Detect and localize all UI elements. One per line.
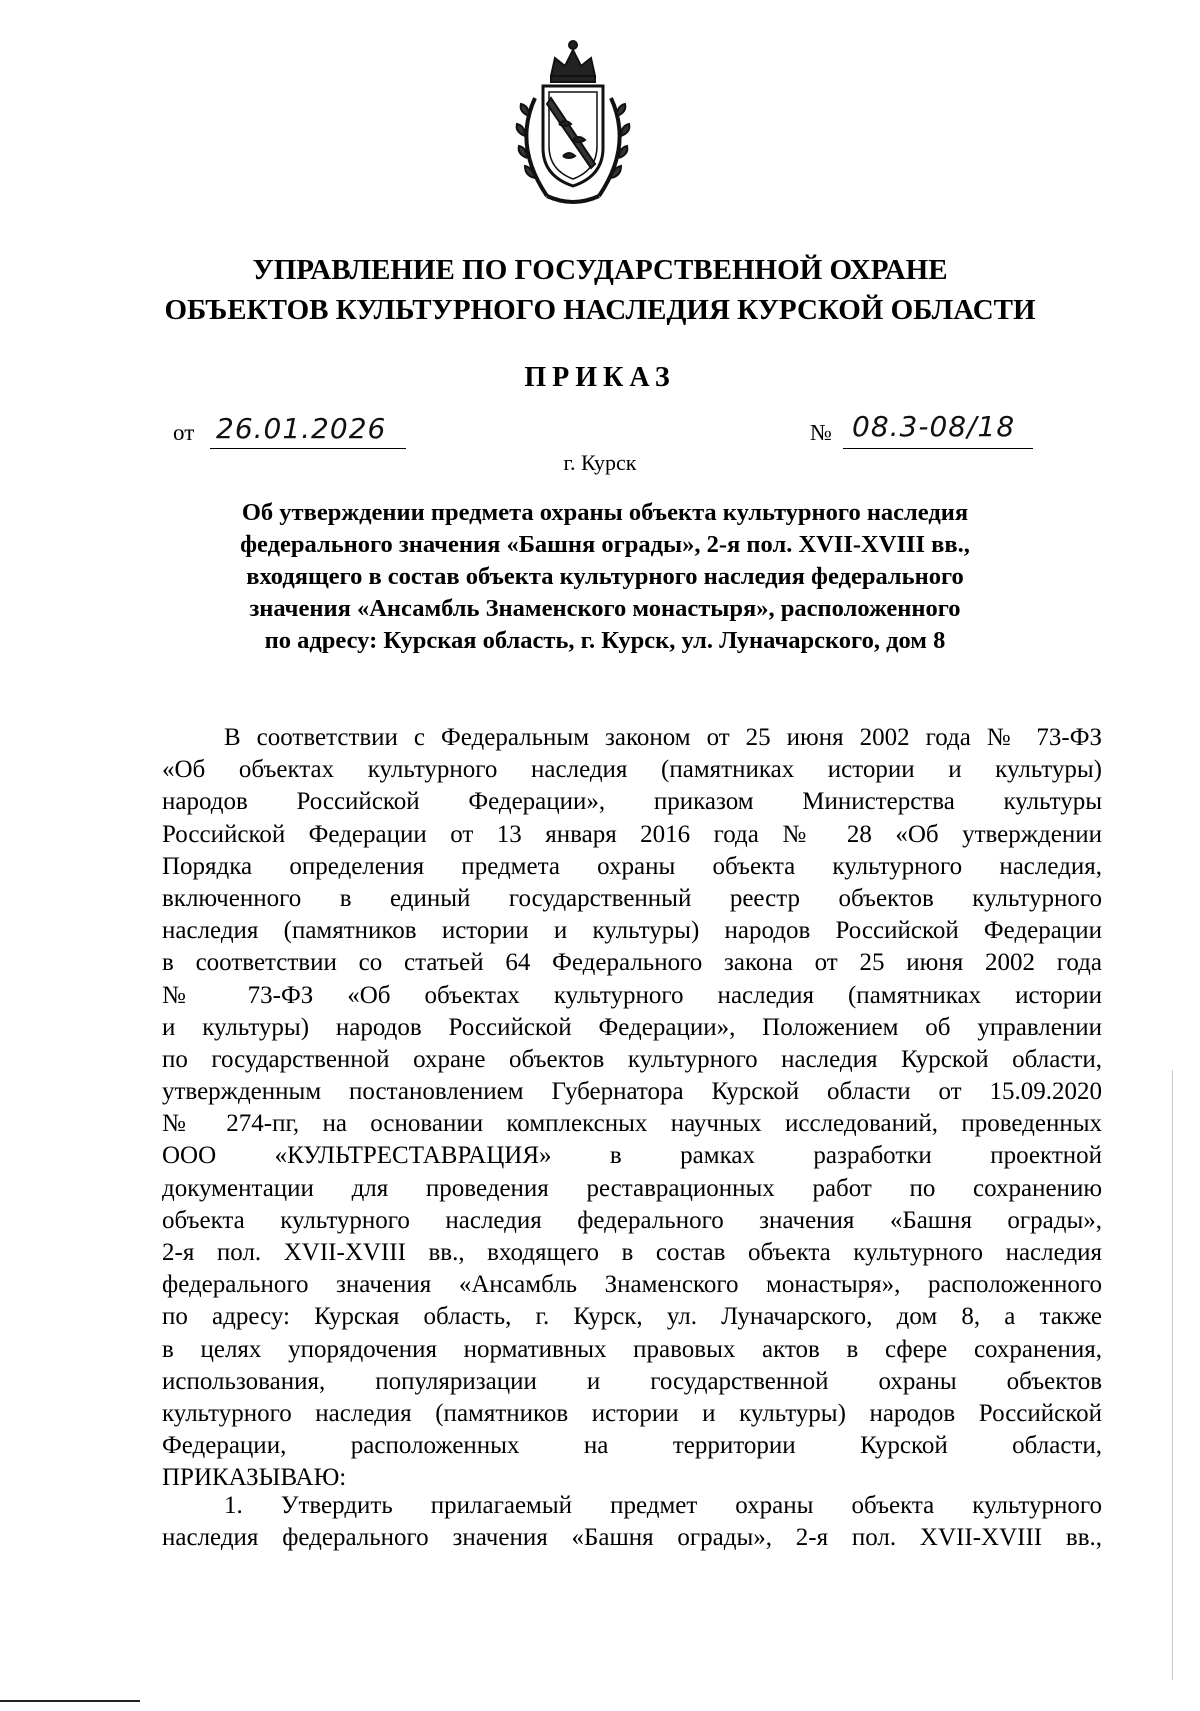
document-number: 08.3-08/18 [852, 410, 1016, 443]
body-line: в соответствии со статьей 64 Федерального закона от 25 июня 2002 года [162, 949, 1102, 977]
body-line: № 73-ФЗ «Об объектах культурного наследия (памятниках истории [162, 981, 1102, 1009]
title-line: федерального значения «Башня ограды», 2-я пол. XVII-XVIII вв., [240, 531, 970, 558]
order-item-1 [162, 1490, 1102, 1554]
body-line: культурного наследия (памятников истории и культуры) народов Российской [162, 1399, 1102, 1427]
body-line: и культуры) народов Российской Федерации», Положением об управлении [162, 1013, 1102, 1041]
document-type: ПРИКАЗ [524, 362, 676, 393]
body-line: Федерации, расположенных на территории Курской области, [162, 1432, 1102, 1460]
organization-name-line1: УПРАВЛЕНИЕ ПО ГОСУДАРСТВЕННОЙ ОХРАНЕ [252, 254, 948, 286]
body-line: документации для проведения реставрационных работ по сохранению [162, 1174, 1102, 1202]
organization-name-line2: ОБЪЕКТОВ КУЛЬТУРНОГО НАСЛЕДИЯ КУРСКОЙ ОБЛАСТИ [164, 294, 1036, 326]
body-line: наследия (памятников истории и культуры) народов Российской Федерации [162, 917, 1102, 945]
body-line: народов Российской Федерации», приказом Министерства культуры [162, 788, 1102, 816]
body-line: Российской Федерации от 13 января 2016 года № 28 «Об утверждении [162, 820, 1102, 848]
body-line: В соответствии с Федеральным законом от 25 июня 2002 года № 73-ФЗ [224, 724, 1102, 751]
body-line: утвержденным постановлением Губернатора Курской области от 15.09.2020 [162, 1078, 1102, 1106]
body-line: по адресу: Курская область, г. Курск, ул. Луначарского, дом 8, а также [162, 1303, 1102, 1331]
body-line: объекта культурного наследия федерального значения «Башня ограды», [162, 1206, 1102, 1234]
number-prefix: № [810, 420, 832, 445]
coat-of-arms-emblem [499, 36, 647, 212]
title-line: входящего в состав объекта культурного наследия федерального [246, 563, 964, 590]
body-line: включенного в единый государственный реестр объектов культурного [162, 884, 1102, 912]
body-line: ПРИКАЗЫВАЮ: [162, 1464, 347, 1492]
document-title [200, 497, 1010, 657]
title-line: значения «Ансамбль Знаменского монастыря», расположенного [249, 595, 961, 622]
body-line: в целях упорядочения нормативных правовых актов в сфере сохранения, [162, 1335, 1102, 1363]
body-line: «Об объектах культурного наследия (памятниках истории и культуры) [162, 756, 1102, 784]
number-underline [843, 448, 1033, 449]
body-line: федерального значения «Ансамбль Знаменского монастыря», расположенного [162, 1271, 1102, 1299]
body-line: Порядка определения предмета охраны объекта культурного наследия, [162, 852, 1102, 880]
body-line: наследия федерального значения «Башня ограды», 2-я пол. XVII-XVIII вв., [162, 1524, 1102, 1552]
body-line: № 274-пг, на основании комплексных научных исследований, проведенных [162, 1110, 1102, 1138]
body-line: по государственной охране объектов культурного наследия Курской области, [162, 1045, 1102, 1073]
body-line: 1. Утвердить прилагаемый предмет охраны объекта культурного [224, 1492, 1102, 1519]
body-line: использования, популяризации и государственной охраны объектов [162, 1367, 1102, 1395]
title-line: Об утверждении предмета охраны объекта культурного наследия [241, 499, 969, 526]
scan-bottom-mark [0, 1700, 140, 1702]
scan-edge-line [1172, 1070, 1173, 1680]
title-line: по адресу: Курская область, г. Курск, ул. Луначарского, дом 8 [264, 627, 946, 654]
body-line: 2-я пол. XVII-XVIII вв., входящего в состав объекта культурного наследия [162, 1239, 1102, 1266]
preamble-paragraph [162, 722, 1102, 1495]
document-date: 26.01.2026 [216, 412, 387, 445]
body-line: ООО «КУЛЬТРЕСТАВРАЦИЯ» в рамках разработки проектной [162, 1142, 1102, 1170]
date-underline [210, 448, 406, 449]
document-city: г. Курск [563, 450, 637, 475]
date-prefix: от [173, 420, 195, 445]
